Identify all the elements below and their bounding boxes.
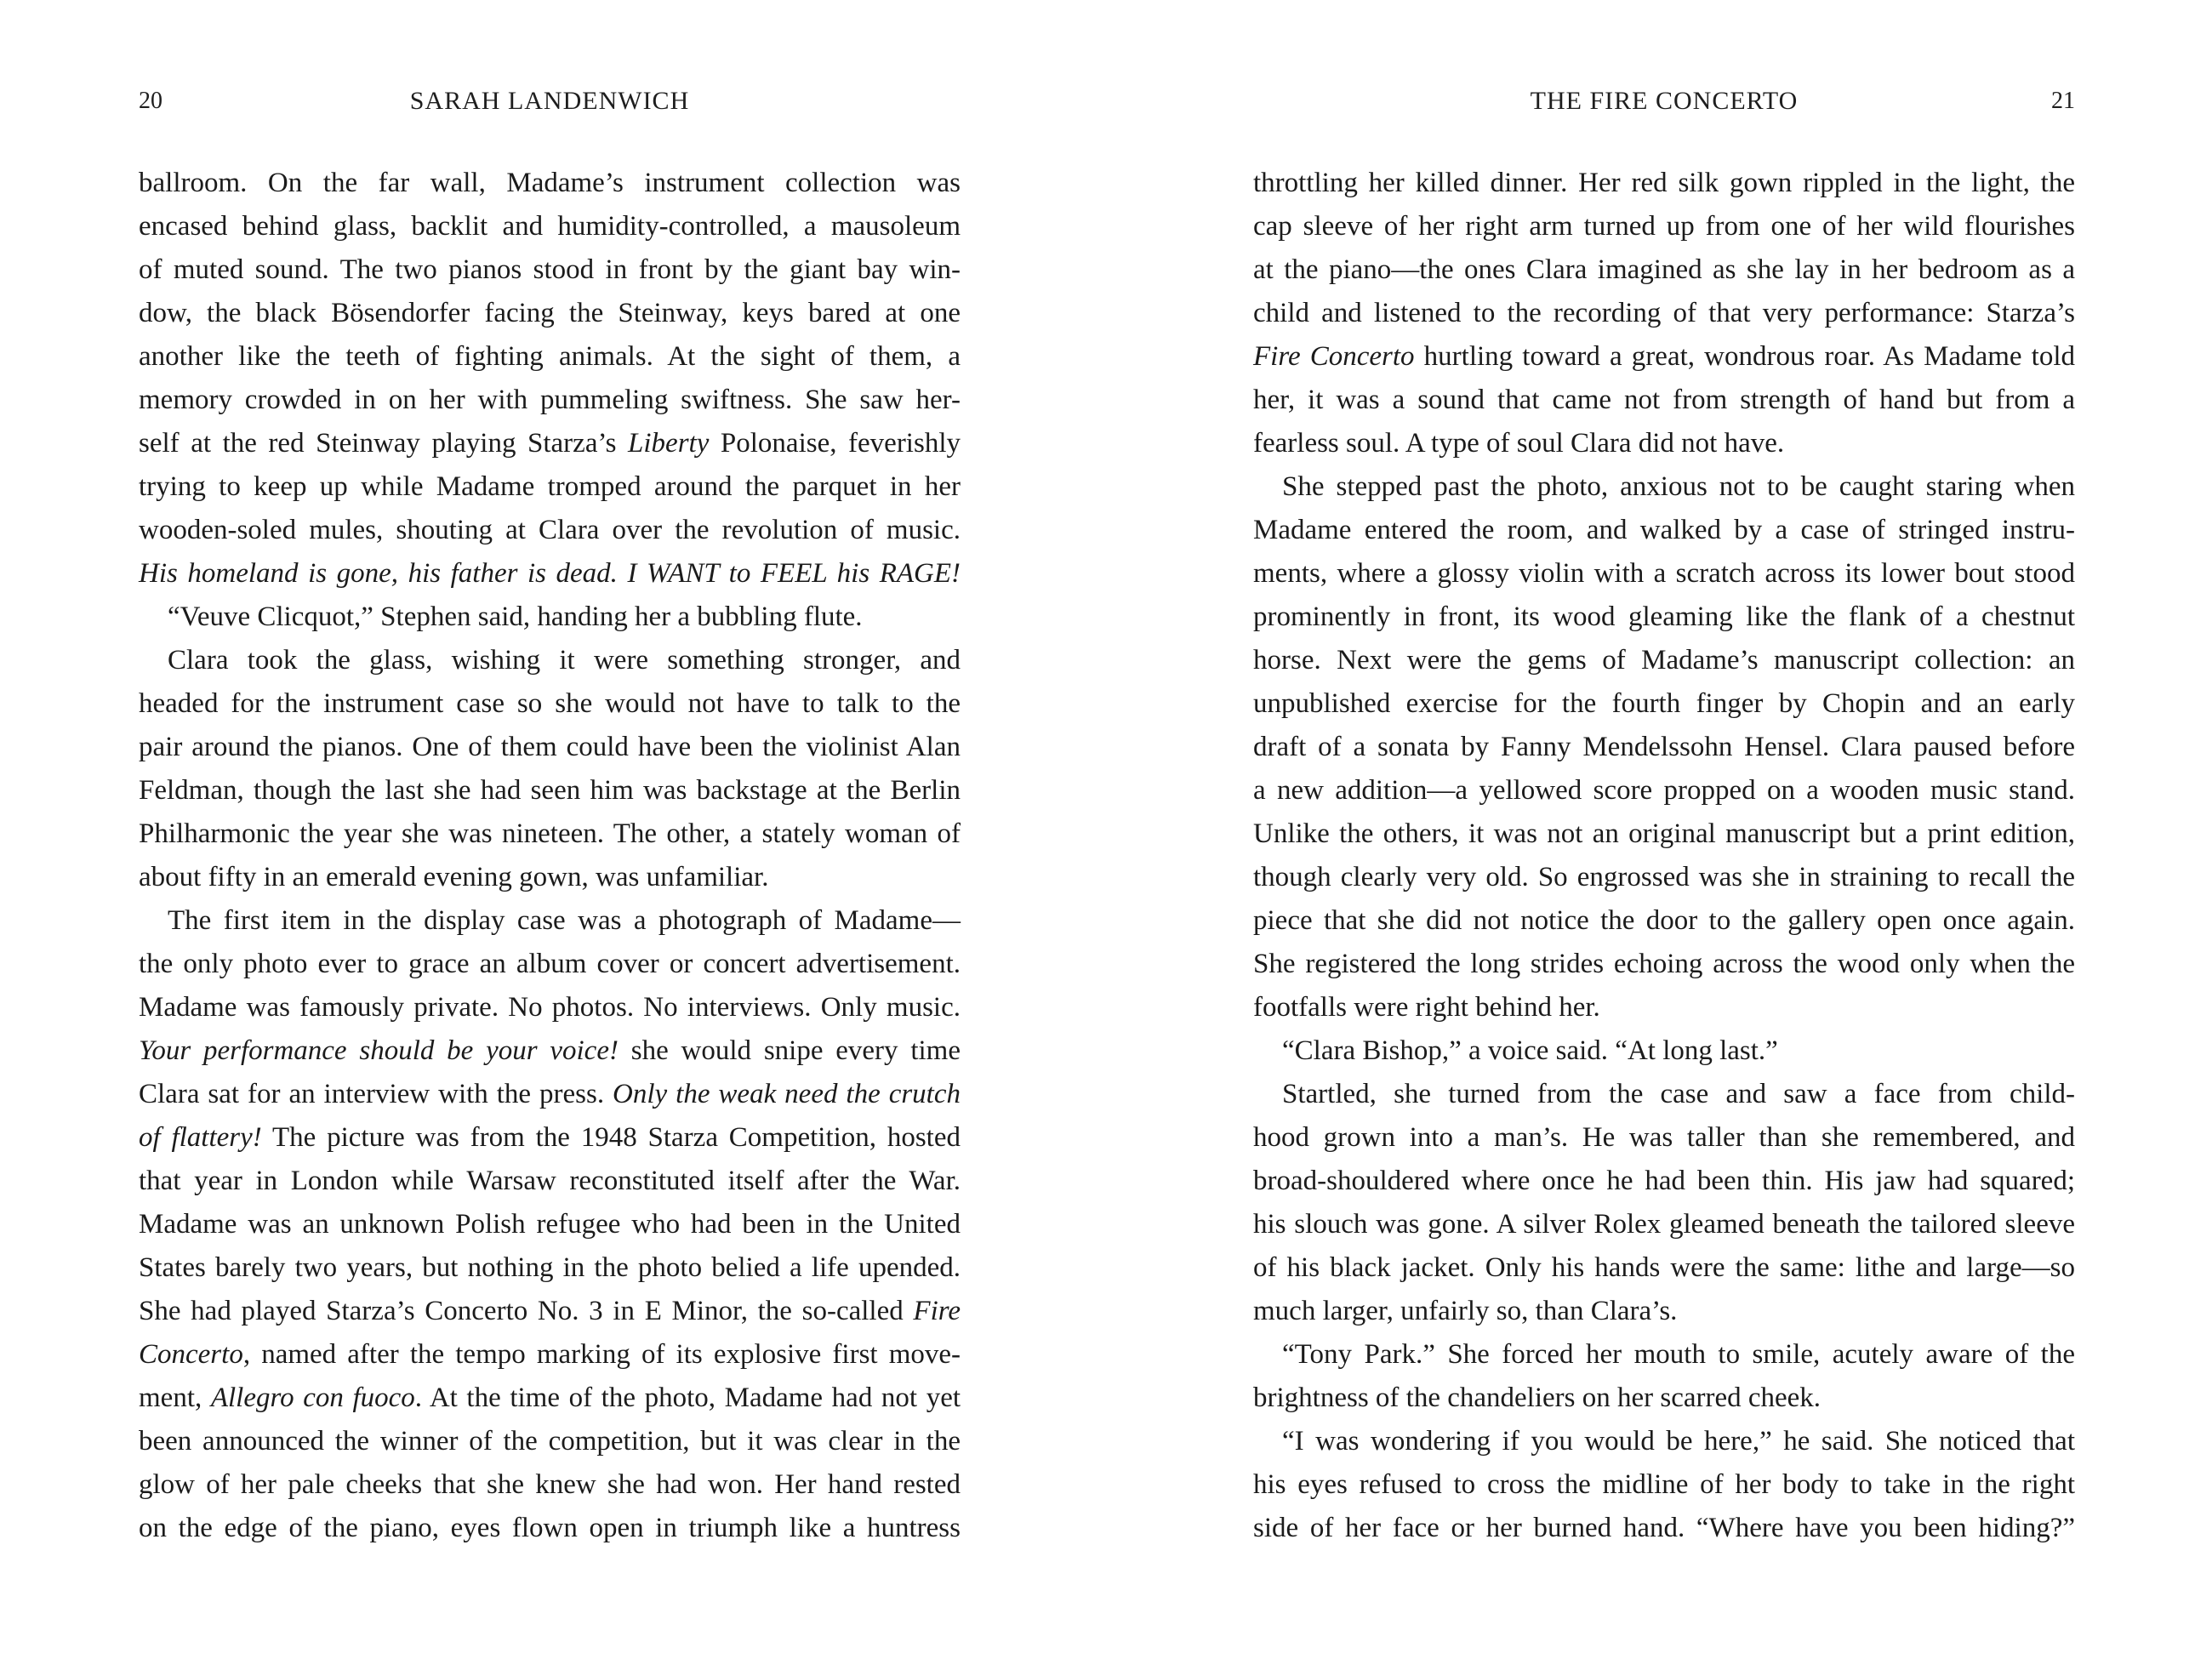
left-page-header bbox=[139, 87, 961, 116]
text-line: ment, Allegro con fuoco. At the time of the photo, Madame had not yet bbox=[139, 1382, 961, 1413]
text-line: piece that she did not notice the door to the gallery open once again. bbox=[1253, 905, 2075, 936]
text-line: memory crowded in on her with pummeling swiftness. She saw her- bbox=[139, 385, 961, 415]
text-line: “Veuve Clicquot,” Stephen said, handing her a bubbling flute. bbox=[168, 601, 863, 632]
text-line: wooden-soled mules, shouting at Clara over the revolution of music. bbox=[139, 515, 961, 545]
text-line: unpublished exercise for the fourth finger by Chopin and an early bbox=[1253, 688, 2075, 719]
text-line: footfalls were right behind her. bbox=[1253, 992, 1600, 1023]
text-line: encased behind glass, backlit and humidity-controlled, a mausoleum bbox=[139, 211, 961, 242]
text-line: dow, the black Bösendorfer facing the Steinway, keys bared at one bbox=[139, 298, 961, 328]
text-line: been announced the winner of the competition, but it was clear in the bbox=[139, 1426, 961, 1457]
text-line: Madame was famously private. No photos. No interviews. Only music. bbox=[139, 992, 961, 1023]
text-line: “I was wondering if you would be here,” he said. She noticed that bbox=[1282, 1426, 2075, 1457]
text-line: about fifty in an emerald evening gown, was unfamiliar. bbox=[139, 862, 769, 892]
text-line: “Clara Bishop,” a voice said. “At long last.” bbox=[1282, 1035, 1778, 1066]
left-running-header: SARAH LANDENWICH bbox=[409, 87, 690, 115]
text-line: Clara took the glass, wishing it were something stronger, and bbox=[168, 645, 961, 676]
text-line: His homeland is gone, his father is dead. I WANT to FEEL his RAGE! bbox=[139, 558, 961, 589]
text-line: the only photo ever to grace an album cover or concert advertisement. bbox=[139, 949, 961, 979]
right-page-text bbox=[1253, 162, 2075, 1550]
text-line: her, it was a sound that came not from strength of hand but from a bbox=[1253, 385, 2075, 415]
text-line: a new addition—a yellowed score propped on a wooden music stand. bbox=[1253, 775, 2075, 806]
text-line: She registered the long strides echoing across the wood only when the bbox=[1253, 949, 2075, 979]
text-line: Madame entered the room, and walked by a case of stringed instru- bbox=[1253, 515, 2075, 545]
text-line: self at the red Steinway playing Starza’s Liberty Polonaise, feverishly bbox=[139, 428, 961, 459]
text-line: broad-shouldered where once he had been thin. His jaw had squared; bbox=[1253, 1166, 2075, 1196]
text-line: side of her face or her burned hand. “Where have you been hiding?” bbox=[1253, 1513, 2075, 1543]
right-page bbox=[1253, 0, 2075, 1659]
text-line: prominently in front, its wood gleaming like the flank of a chestnut bbox=[1253, 601, 2075, 632]
text-line: States barely two years, but nothing in the photo belied a life upended. bbox=[139, 1252, 961, 1283]
text-line: cap sleeve of her right arm turned up from one of her wild flourishes bbox=[1253, 211, 2075, 242]
text-line: his eyes refused to cross the midline of her body to take in the right bbox=[1253, 1469, 2075, 1500]
text-line: headed for the instrument case so she would not have to talk to the bbox=[139, 688, 961, 719]
text-line: throttling her killed dinner. Her red silk gown rippled in the light, the bbox=[1253, 168, 2075, 198]
text-line: ments, where a glossy violin with a scratch across its lower bout stood bbox=[1253, 558, 2075, 589]
right-running-header: THE FIRE CONCERTO bbox=[1530, 87, 1799, 115]
text-line: Your performance should be your voice! she would snipe every time bbox=[139, 1035, 961, 1066]
text-line: Philharmonic the year she was nineteen. The other, a stately woman of bbox=[139, 818, 961, 849]
text-line: another like the teeth of fighting animals. At the sight of them, a bbox=[139, 341, 961, 372]
text-line: that year in London while Warsaw reconstituted itself after the War. bbox=[139, 1166, 961, 1196]
text-line: horse. Next were the gems of Madame’s manuscript collection: an bbox=[1253, 645, 2075, 676]
text-line: Fire Concerto hurtling toward a great, wondrous roar. As Madame told bbox=[1253, 341, 2075, 372]
text-line: fearless soul. A type of soul Clara did not have. bbox=[1253, 428, 1785, 459]
left-page-number: 20 bbox=[139, 88, 162, 114]
text-line: trying to keep up while Madame tromped around the parquet in her bbox=[139, 471, 961, 502]
text-line: of his black jacket. Only his hands were the same: lithe and large—so bbox=[1253, 1252, 2075, 1283]
left-page bbox=[139, 0, 961, 1659]
text-line: on the edge of the piano, eyes flown open in triumph like a huntress bbox=[139, 1513, 961, 1543]
text-line: Madame was an unknown Polish refugee who had been in the United bbox=[139, 1209, 961, 1240]
text-line: his slouch was gone. A silver Rolex gleamed beneath the tailored sleeve bbox=[1253, 1209, 2075, 1240]
text-line: Startled, she turned from the case and saw a face from child- bbox=[1282, 1079, 2075, 1109]
text-line: Feldman, though the last she had seen him was backstage at the Berlin bbox=[139, 775, 961, 806]
text-line: though clearly very old. So engrossed was she in straining to recall the bbox=[1253, 862, 2075, 892]
text-line: of muted sound. The two pianos stood in front by the giant bay win- bbox=[139, 254, 961, 285]
right-page-header bbox=[1253, 87, 2075, 116]
text-line: She had played Starza’s Concerto No. 3 in E Minor, the so-called Fire bbox=[139, 1296, 961, 1326]
text-line: glow of her pale cheeks that she knew she had won. Her hand rested bbox=[139, 1469, 961, 1500]
text-line: “Tony Park.” She forced her mouth to smile, acutely aware of the bbox=[1282, 1339, 2075, 1370]
text-line: child and listened to the recording of that very performance: Starza’s bbox=[1253, 298, 2075, 328]
text-line: The first item in the display case was a photograph of Madame— bbox=[168, 905, 961, 936]
text-line: She stepped past the photo, anxious not to be caught staring when bbox=[1282, 471, 2075, 502]
text-line: much larger, unfairly so, than Clara’s. bbox=[1253, 1296, 1678, 1326]
text-line: Unlike the others, it was not an original manuscript but a print edition, bbox=[1253, 818, 2075, 849]
text-line: brightness of the chandeliers on her scarred cheek. bbox=[1253, 1382, 1821, 1413]
text-line: hood grown into a man’s. He was taller than she remembered, and bbox=[1253, 1122, 2075, 1153]
left-page-text bbox=[139, 162, 961, 1550]
text-line: Clara sat for an interview with the press. Only the weak need the crutch bbox=[139, 1079, 961, 1109]
text-line: pair around the pianos. One of them could have been the violinist Alan bbox=[139, 732, 961, 762]
text-line: Concerto, named after the tempo marking of its explosive first move- bbox=[139, 1339, 961, 1370]
text-line: draft of a sonata by Fanny Mendelssohn Hensel. Clara paused before bbox=[1253, 732, 2075, 762]
text-line: at the piano—the ones Clara imagined as she lay in her bedroom as a bbox=[1253, 254, 2075, 285]
text-line: of flattery! The picture was from the 1948 Starza Competition, hosted bbox=[139, 1122, 961, 1153]
right-page-number: 21 bbox=[2051, 88, 2075, 114]
text-line: ballroom. On the far wall, Madame’s instrument collection was bbox=[139, 168, 961, 198]
